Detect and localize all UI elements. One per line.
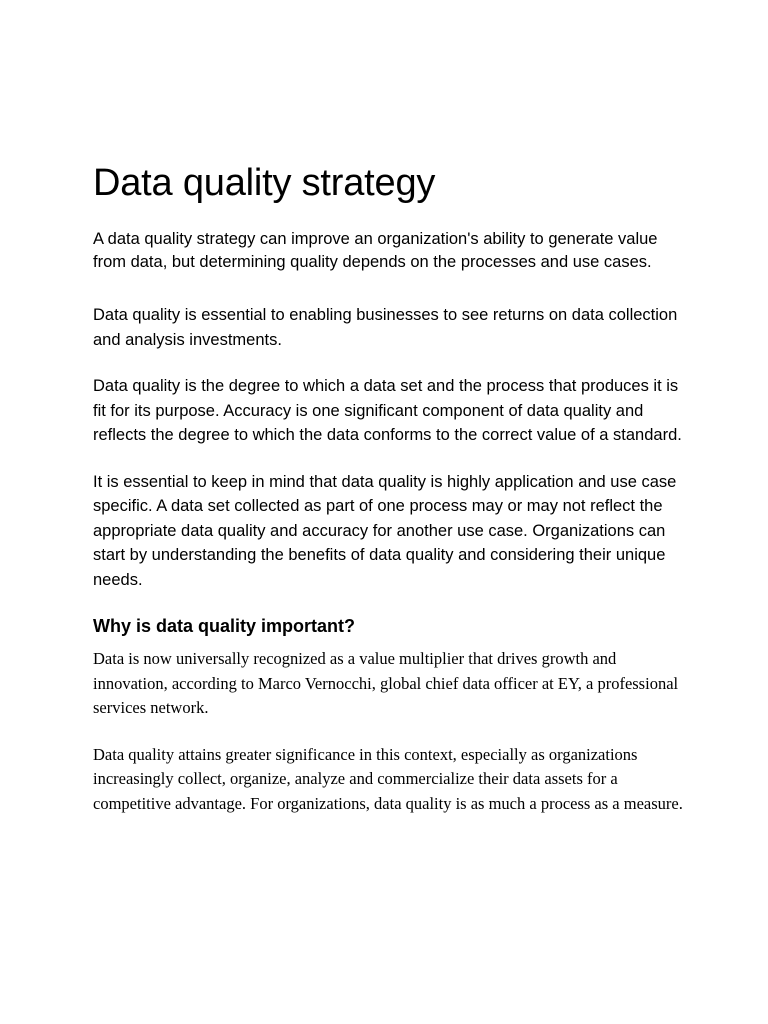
body-paragraph: It is essential to keep in mind that data quality is highly application and use case specific. A data set collected as part of one process may or may not reflect the appropriate data quality and accuracy for another use case. Organizations can start by understanding the benefits of data quality and considering their unique needs. [93,472,677,589]
lead-paragraph: A data quality strategy can improve an organization's ability to generate value from data, but determining quality depends on the processes and use cases. [93,230,658,271]
body-paragraph: Data quality is the degree to which a data set and the process that produces it is fit for its purpose. Accuracy is one significant component of data quality and reflects the degree to which the data conforms to the correct value of a standard. [93,377,682,444]
document-page [93,160,683,838]
body-paragraph: Data quality is essential to enabling businesses to see returns on data collection and analysis investments. [93,306,678,349]
page-title: Data quality strategy [93,162,436,204]
section-paragraph: Data is now universally recognized as a value multiplier that drives growth and innovation, according to Marco Vernocchi, global chief data officer at EY, a professional services network. [93,649,679,717]
section-heading: Why is data quality important? [93,616,356,636]
section-paragraph: Data quality attains greater significance in this context, especially as organizations increasingly collect, organize, analyze and commercialize their data assets for a competitive advantage. For organizations, data quality is as much a process as a measure. [93,744,683,813]
